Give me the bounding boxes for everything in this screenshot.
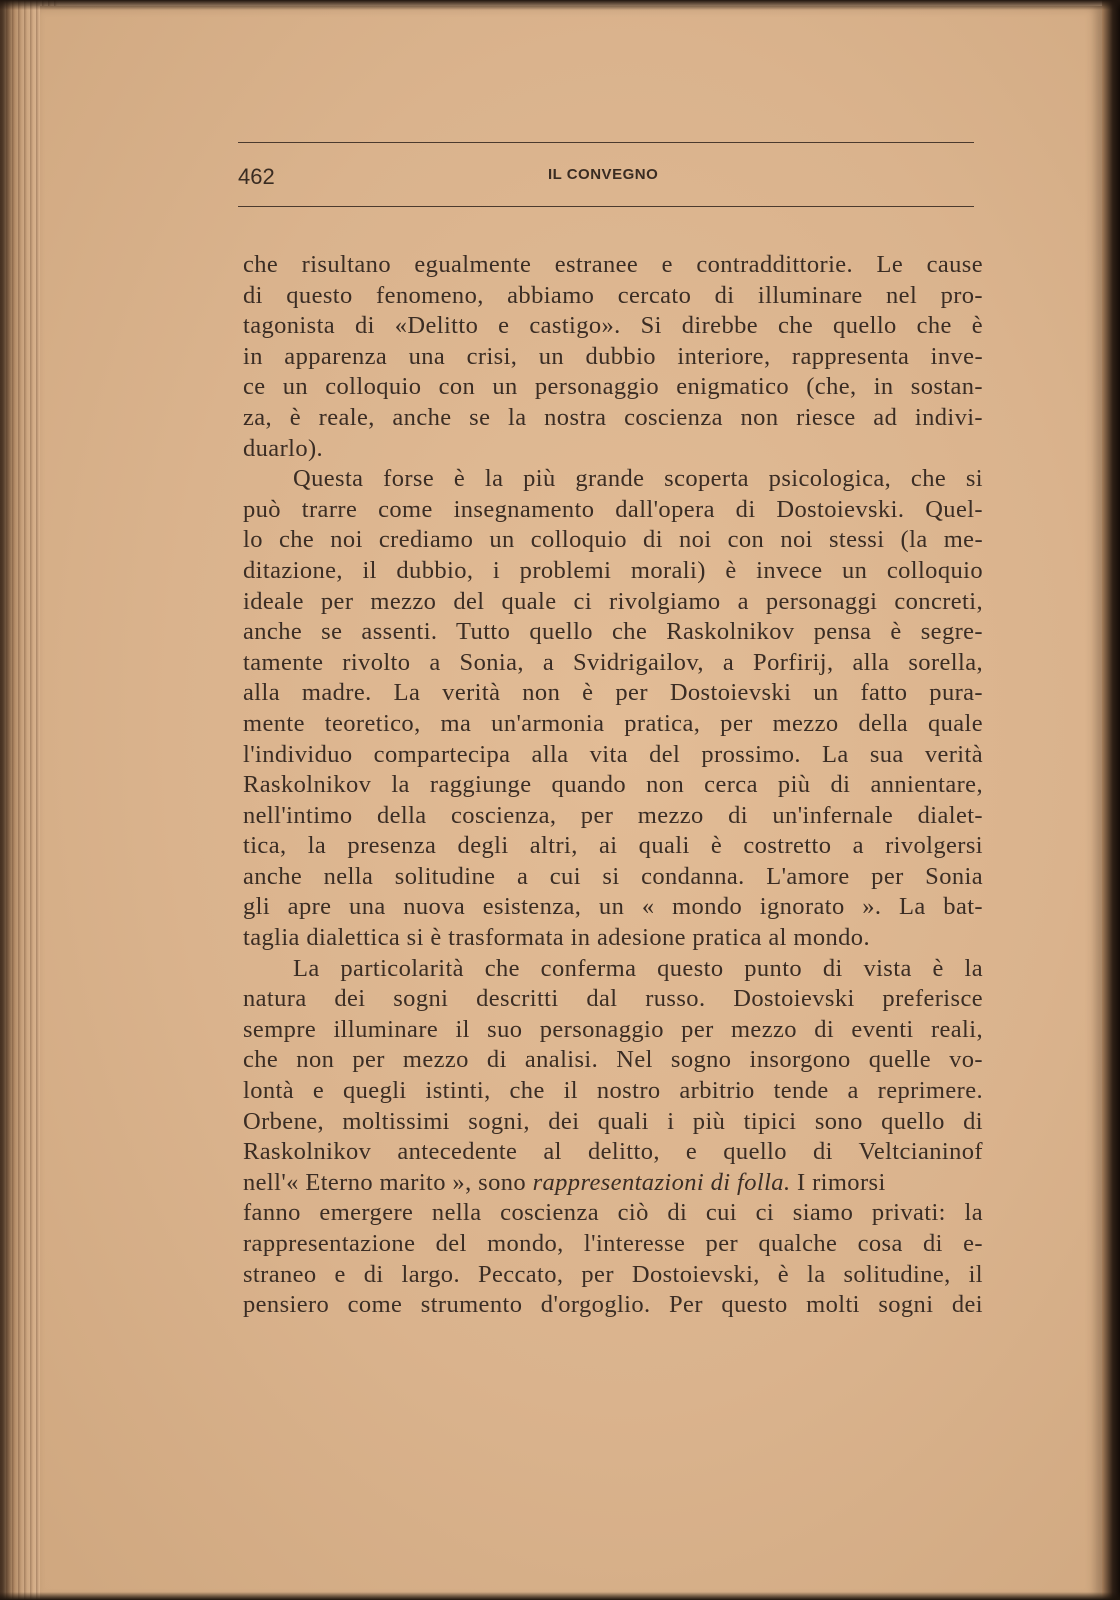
- text-line: gli apre una nuova esistenza, un « mondo ignorato ». La bat-: [243, 893, 983, 921]
- text-line: natura dei sogni descritti dal russo. Dostoievski preferisce: [243, 985, 983, 1013]
- text-line: [243, 1168, 983, 1199]
- text-line: ideale per mezzo del quale ci rivolgiamo a personaggi concreti,: [243, 587, 983, 615]
- text-line: tamente rivolto a Sonia, a Svidrigailov, a Porfirij, alla sorella,: [243, 648, 983, 676]
- page-header: [238, 142, 974, 212]
- text-line: taglia dialettica si è trasformata in adesione pratica al mondo.: [243, 924, 870, 952]
- text-line: lontà e quegli istinti, che il nostro arbitrio tende a reprimere.: [243, 1077, 983, 1105]
- text-line: Raskolnikov la raggiunge quando non cerca più di annientare,: [243, 771, 983, 799]
- text-line: pensiero come strumento d'orgoglio. Per questo molti sogni dei: [243, 1291, 983, 1319]
- text-line: alla madre. La verità non è per Dostoievski un fatto pura-: [243, 679, 983, 707]
- text-line: ce un colloquio con un personaggio enigmatico (che, in sostan-: [243, 373, 983, 401]
- bottom-edge: [0, 1592, 1120, 1600]
- text-fragment: nell'« Eterno marito », sono: [243, 1168, 527, 1196]
- text-line: che non per mezzo di analisi. Nel sogno insorgono quelle vo-: [243, 1046, 983, 1074]
- text-line: nell'intimo della coscienza, per mezzo di un'infernale dialet-: [243, 801, 983, 829]
- text-line: può trarre come insegnamento dall'opera di Dostoievski. Quel-: [243, 495, 983, 523]
- text-line: ditazione, il dubbio, i problemi morali) è invece un colloquio: [243, 556, 983, 584]
- text-line: che risultano egualmente estranee e contraddittorie. Le cause: [243, 251, 983, 278]
- header-rule-top: [238, 142, 974, 143]
- text-line: Raskolnikov antecedente al delitto, e quello di Veltcianinof: [243, 1138, 983, 1166]
- text-line: La particolarità che conferma questo punto di vista è la: [293, 954, 983, 982]
- text-line: di questo fenomeno, abbiamo cercato di illuminare nel pro-: [243, 281, 983, 309]
- text-line: anche nella solitudine a cui si condanna. L'amore per Sonia: [243, 862, 983, 890]
- text-line: sempre illuminare il suo personaggio per mezzo di eventi reali,: [243, 1015, 983, 1043]
- binding-edge: [1102, 0, 1120, 1600]
- text-line: mente teoretico, ma un'armonia pratica, per mezzo della quale: [243, 709, 983, 737]
- text-line: fanno emergere nella coscienza ciò di cui ci siamo privati: la: [243, 1199, 983, 1227]
- text-line: Orbene, moltissimi sogni, dei quali i più tipici sono quello di: [243, 1107, 983, 1135]
- body-text: [243, 250, 983, 1321]
- text-line: lo che noi crediamo un colloquio di noi con noi stessi (la me-: [243, 526, 983, 554]
- top-edge: [0, 0, 1120, 10]
- text-line: rappresentazione del mondo, l'interesse per qualche cosa di e-: [243, 1230, 983, 1257]
- text-line: l'individuo compartecipa alla vita del prossimo. La sua verità: [243, 740, 983, 768]
- text-line: tagonista di «Delitto e castigo». Si direbbe che quello che è: [243, 312, 983, 340]
- text-line: Questa forse è la più grande scoperta psicologica, che si: [293, 465, 983, 493]
- text-line: anche se assenti. Tutto quello che Raskolnikov pensa è segre-: [243, 618, 983, 646]
- text-line: straneo e di largo. Peccato, per Dostoievski, è la solitudine, il: [243, 1260, 983, 1288]
- text-line: tica, la presenza degli altri, ai quali è costretto a rivolgersi: [243, 832, 983, 860]
- text-fragment: I rimorsi: [797, 1168, 886, 1196]
- text-line: duarlo).: [243, 434, 324, 462]
- italic-fragment: rappresentazioni di folla.: [532, 1168, 791, 1196]
- text-line: in apparenza una crisi, un dubbio interiore, rappresenta inve-: [243, 342, 983, 370]
- header-rule-bottom: [238, 206, 974, 207]
- running-head: IL CONVEGNO: [548, 166, 659, 183]
- text-line: za, è reale, anche se la nostra coscienza non riesce ad indivi-: [243, 403, 983, 431]
- page-number: 462: [238, 164, 275, 189]
